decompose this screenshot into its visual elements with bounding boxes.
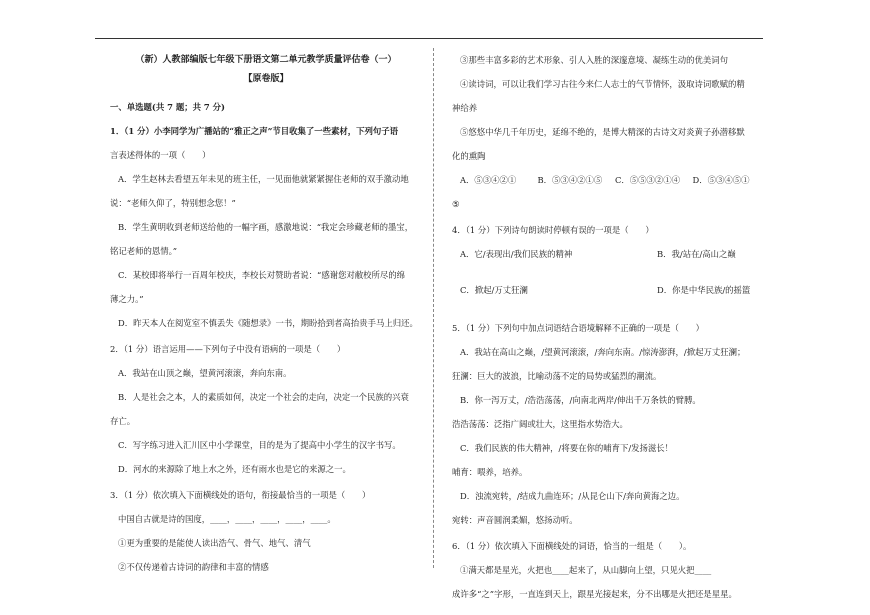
q6-passage-line-1: ①满天都是星光，火把也____起来了，从山脚向上望，只见火把____ — [460, 565, 712, 575]
q3-stem: 3．（1 分）依次填入下面横线处的语句，衔接最恰当的一项是（ ） — [110, 490, 371, 500]
question-6 — [452, 540, 770, 600]
question-4 — [452, 224, 770, 308]
q3-option-d: D．⑤③④⑤① — [692, 175, 750, 185]
question-2 — [110, 343, 422, 475]
q5-stem: 5．（1 分）下列句中加点词语结合语境解释不正确的一项是（ ） — [452, 323, 704, 333]
exam-title: （新）人教部编版七年级下册语文第二单元教学质量评估卷（一） — [135, 55, 397, 65]
q3-option-b: B．⑤③④②①⑤ — [537, 175, 603, 185]
q5-option-a: A．我站在高山之巅，/望黄河滚滚，/奔向东南。/惊涛澎湃，/掀起万丈狂澜； — [460, 347, 746, 357]
q3-item-5-cont: 化的熏陶 — [452, 151, 486, 161]
q1-option-b: B．学生黄明收到老师送给他的一幅字画，感激地说：“我定会珍藏老师的墨宝， — [118, 222, 414, 232]
q3-item-1: ①更为重要的是能使人读出浩气、骨气、地气、清气 — [118, 538, 311, 548]
q1-option-c: C．某校即将举行一百周年校庆，李校长对赞助者说：“感谢您对敝校所尽的绵 — [118, 270, 406, 280]
q4-option-b: B．我/站在/高山之巅 — [657, 249, 736, 259]
q3-item-4: ④读诗词，可以让我们学习古往今来仁人志士的气节情怀，汲取诗词歌赋的精 — [460, 79, 745, 89]
question-1 — [110, 125, 422, 329]
q1-stem-cont: 言表述得体的一项（ ） — [110, 150, 211, 160]
q5-option-c-note: 哺育：喂养，培养。 — [452, 467, 528, 477]
q4-option-a: A．它/表现出/我们民族的精神 — [460, 249, 573, 259]
q3-option-wrap: ⑤ — [452, 199, 460, 209]
q1-option-c-cont: 薄之力。” — [110, 294, 144, 304]
q1-option-d: D．昨天本人在阅览室不慎丢失《随想录》一书，期盼拾到者高抬贵手马上归还。 — [118, 318, 418, 328]
column-divider — [433, 48, 434, 568]
question-3 — [110, 489, 422, 573]
q2-option-d: D．河水的来源除了地上水之外，还有雨水也是它的来源之一。 — [118, 464, 351, 474]
q3-item-3: ③那些丰富多彩的艺术形象、引人入胜的深邃意境、凝练生动的优美词句 — [460, 55, 728, 65]
q3-item-5: ⑤悠悠中华几千年历史，延绵不绝的，是博大精深的古诗文对炎黄子孙潜移默 — [460, 127, 745, 137]
q6-stem: 6．（1 分）依次填入下面横线处的词语，恰当的一组是（ ）。 — [452, 541, 692, 551]
q5-option-a-note: 狂澜：巨大的波浪，比喻动荡不定的局势或猛烈的潮流。 — [452, 371, 662, 381]
exam-subtitle: 【原卷版】 — [243, 74, 289, 84]
q1-option-a-cont: 说：“老师久仰了，特别想念您！” — [110, 198, 236, 208]
q5-option-b-note: 浩浩荡荡：泛指广阔或壮大，这里指水势浩大。 — [452, 419, 628, 429]
q3-item-2: ②不仅传递着古诗词的韵律和丰富的情感 — [118, 562, 269, 572]
q3-passage: 中国自古就是诗的国度，____，____，____，____，____。 — [118, 514, 336, 524]
q4-stem: 4．（1 分）下列诗句朗读时停顿有误的一项是（ ） — [452, 225, 654, 235]
left-column — [110, 54, 422, 587]
q4-options — [452, 248, 770, 308]
q2-stem: 2．（1 分）语言运用——下列句子中没有语病的一项是（ ） — [110, 344, 346, 354]
q3-options — [452, 174, 770, 186]
q2-option-c: C．写字练习进入汇川区中小学课堂，目的是为了提高中小学生的汉字书写。 — [118, 440, 401, 450]
q5-option-c: C．我们民族的伟大精神，/将要在你的哺育下/发扬滋长！ — [460, 443, 674, 453]
question-5 — [452, 322, 770, 526]
question-3-continued — [452, 54, 770, 210]
q5-option-b: B．你一泻万丈，/浩浩荡荡，/向南北两岸/伸出千万条铁的臂膊。 — [460, 395, 701, 405]
right-column — [452, 54, 770, 614]
q6-passage-line-2: 成许多“之”字形，一直连到天上，跟星光接起来，分不出哪是火把还是星星。 — [452, 589, 737, 599]
q4-option-d: D．你是中华民族/的摇篮 — [657, 285, 751, 295]
section-heading: 一、单选题(共 7 题；共 7 分) — [110, 102, 225, 112]
q2-option-b: B．人是社会之本，人的素质如何，决定一个社会的走向，决定一个民族的兴衰 — [118, 392, 409, 402]
q1-option-a: A．学生赵林去看望五年未见的班主任，一见面他就紧紧握住老师的双手激动地 — [118, 174, 409, 184]
q1-option-b-cont: 铭记老师的恩情。” — [110, 246, 178, 256]
header-rule — [95, 38, 763, 39]
q2-option-b-cont: 存亡。 — [110, 416, 136, 426]
q1-stem: 1．（1 分）小李同学为广播站的“雅正之声”节目收集了一些素材，下列句子语 — [110, 126, 399, 136]
q4-option-c: C．掀起/万丈狂澜 — [460, 285, 528, 295]
q3-option-c: C．⑤⑤③②①④ — [615, 175, 681, 185]
q5-option-d-note: 宛转：声音圆润柔媚，悠扬动听。 — [452, 515, 578, 525]
q3-option-a: A．⑤③④②① — [460, 175, 517, 185]
q3-item-4-cont: 神给养 — [452, 103, 478, 113]
q2-option-a: A．我站在山顶之巅，望黄河滚滚，奔向东南。 — [118, 368, 292, 378]
q5-option-d: D．浊流宛转，/结成九曲连环；/从昆仑山下/奔向黄海之边。 — [460, 491, 685, 501]
